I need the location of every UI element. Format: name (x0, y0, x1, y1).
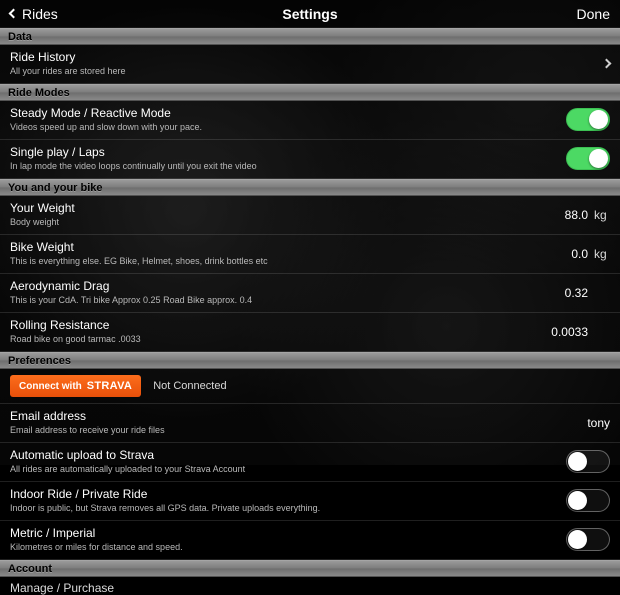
section-header-data: Data (0, 28, 620, 45)
row-metric-imperial[interactable] (0, 521, 620, 560)
row-accessory (551, 325, 610, 339)
your-weight-value[interactable]: 88.0 (564, 207, 588, 222)
row-accessory (571, 247, 610, 261)
toggle-knob (568, 491, 587, 510)
row-subtitle: Videos speed up and slow down with your pace. (10, 122, 202, 132)
row-steady-reactive-text (10, 106, 202, 133)
row-aerodynamic-drag[interactable] (0, 274, 620, 313)
chevron-left-icon (9, 9, 19, 19)
row-title: Rolling Resistance (10, 318, 110, 332)
section-header-you-and-your-bike: You and your bike (0, 179, 620, 196)
section-header-ride-modes: Ride Modes (0, 84, 620, 101)
row-rolling-resistance[interactable] (0, 313, 620, 352)
row-title: Automatic upload to Strava (10, 448, 155, 462)
row-title: Metric / Imperial (10, 526, 96, 540)
back-button-label: Rides (22, 5, 58, 22)
row-strava-connect (0, 369, 620, 404)
row-title: Email address (10, 409, 87, 423)
row-subtitle: This is your CdA. Tri bike Approx 0.25 Road Bike approx. 0.4 (10, 295, 253, 305)
toggle-single-play-laps[interactable] (566, 147, 610, 170)
row-metric-imperial-text (10, 526, 183, 553)
toggle-knob (589, 110, 608, 129)
bike-weight-unit: kg (594, 246, 607, 261)
row-subtitle: In lap mode the video loops continually until you exit the video (10, 161, 257, 171)
row-steady-reactive-mode[interactable] (0, 101, 620, 140)
toggle-automatic-upload-strava[interactable] (566, 450, 610, 473)
row-ride-history-text (10, 50, 126, 77)
rolling-resistance-value[interactable]: 0.0033 (551, 324, 588, 339)
row-subtitle: All your rides are stored here (10, 66, 126, 76)
row-bike-weight[interactable] (0, 235, 620, 274)
row-manage-purchase[interactable]: Manage / Purchase (10, 581, 115, 595)
row-single-play-laps[interactable] (0, 140, 620, 179)
row-your-weight-text (10, 201, 75, 228)
row-title: Single play / Laps (10, 145, 105, 159)
row-title: Your Weight (10, 201, 75, 215)
row-subtitle: Kilometres or miles for distance and speed. (10, 542, 183, 552)
row-subtitle: Email address to receive your ride files (10, 425, 165, 435)
row-auto-upload-text (10, 448, 245, 475)
back-button[interactable] (10, 6, 58, 22)
toggle-metric-imperial[interactable] (566, 528, 610, 551)
row-email-text (10, 409, 165, 436)
strava-brand-label: STRAVA (86, 380, 133, 392)
email-address-value[interactable]: tony (587, 415, 610, 430)
row-your-weight[interactable] (0, 196, 620, 235)
chevron-right-icon[interactable] (602, 59, 612, 69)
row-title: Bike Weight (10, 240, 74, 254)
page-title: Settings (282, 5, 338, 22)
toggle-knob (589, 149, 608, 168)
row-subtitle: Road bike on good tarmac .0033 (10, 334, 141, 344)
row-email-address[interactable] (0, 404, 620, 443)
toggle-steady-reactive-mode[interactable] (566, 108, 610, 131)
row-subtitle: All rides are automatically uploaded to your Strava Account (10, 464, 246, 474)
toggle-knob (568, 452, 587, 471)
navigation-bar (0, 0, 620, 28)
toggle-indoor-private-ride[interactable] (566, 489, 610, 512)
row-rolling-resistance-text (10, 318, 141, 345)
bike-weight-value[interactable]: 0.0 (571, 246, 588, 261)
section-header-preferences: Preferences (0, 352, 620, 369)
connect-with-strava-label: Connect with (19, 380, 82, 392)
aero-drag-value[interactable]: 0.32 (564, 285, 588, 300)
done-button[interactable]: Done (576, 5, 610, 22)
row-accessory (587, 416, 610, 430)
row-title: Ride History (10, 50, 76, 64)
row-accessory (565, 286, 610, 300)
section-header-account: Account (0, 560, 620, 577)
connect-with-strava-button[interactable] (10, 375, 141, 397)
row-single-play-text (10, 145, 257, 172)
row-accessory (565, 208, 610, 222)
your-weight-unit: kg (594, 207, 607, 222)
strava-connect-group (10, 375, 227, 397)
row-bike-weight-text (10, 240, 268, 267)
row-title: Steady Mode / Reactive Mode (10, 106, 171, 120)
toggle-knob (568, 530, 587, 549)
row-title: Indoor Ride / Private Ride (10, 487, 148, 501)
row-aero-drag-text (10, 279, 252, 306)
row-title: Aerodynamic Drag (10, 279, 110, 293)
row-automatic-upload-strava[interactable] (0, 443, 620, 482)
row-subtitle: Indoor is public, but Strava removes all GPS data. Private uploads everything. (10, 503, 321, 513)
row-indoor-private-ride[interactable] (0, 482, 620, 521)
row-indoor-private-text (10, 487, 320, 514)
row-accessory (603, 60, 610, 67)
strava-connection-status: Not Connected (153, 380, 227, 392)
row-ride-history[interactable] (0, 45, 620, 84)
row-subtitle: This is everything else. EG Bike, Helmet, shoes, drink bottles etc (10, 256, 268, 266)
row-subtitle: Body weight (10, 217, 60, 227)
